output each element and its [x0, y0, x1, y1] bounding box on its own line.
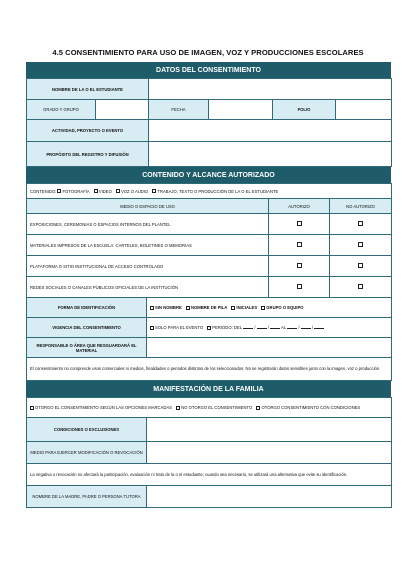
content-option-work[interactable]: TRABAJO, TEXTO O PRODUCCIÓN DE LA O EL ESTUDIANTE	[152, 189, 278, 194]
grade-group-label: GRADO Y GRUPO	[27, 100, 96, 120]
identification-label: FORMA DE IDENTIFICACIÓN	[27, 298, 147, 318]
checkbox-icon[interactable]	[150, 326, 154, 330]
not-authorize-checkbox-icon[interactable]	[358, 263, 363, 268]
id-option-no-name[interactable]: SIN NOMBRE	[150, 305, 182, 310]
guardian-name-field[interactable]	[147, 486, 392, 508]
checkbox-icon[interactable]	[231, 306, 235, 310]
media-item: MATERIALES IMPRESOS DE LA ESCUELA: CARTELES, BOLETINES O MEMORIAS	[27, 235, 269, 256]
col-authorized-header: AUTORIZO	[269, 199, 330, 214]
revocation-note: La negativa o revocación no afectará la participación, evaluación ni trato de la o el estudiante; cuando sea necesario, se utilizará una alternativa que evite su identificación.	[27, 464, 392, 486]
conditions-label: CONDICIONES O EXCLUSIONES	[27, 418, 147, 442]
authorize-checkbox-icon[interactable]	[297, 221, 302, 226]
student-name-field[interactable]	[149, 79, 392, 100]
identification-options	[147, 298, 392, 318]
family-options	[27, 398, 392, 418]
section-header-content-scope: CONTENIDO Y ALCANCE AUTORIZADO	[26, 167, 391, 183]
checkbox-icon[interactable]	[57, 189, 61, 193]
consent-form	[26, 62, 391, 508]
custodian-field[interactable]	[147, 338, 392, 358]
checkbox-icon[interactable]	[94, 189, 98, 193]
not-authorize-checkbox-icon[interactable]	[358, 284, 363, 289]
checkbox-icon[interactable]	[152, 189, 156, 193]
content-scope-table	[26, 183, 392, 381]
purpose-label: PROPÓSITO DEL REGISTRO Y DIFUSIÓN	[27, 142, 149, 167]
not-authorize-checkbox-icon[interactable]	[358, 221, 363, 226]
date-field[interactable]	[209, 100, 273, 120]
content-option-photo[interactable]: FOTOGRAFÍA	[57, 189, 89, 194]
period-to-month-field[interactable]	[301, 326, 311, 329]
purpose-field[interactable]	[149, 142, 392, 167]
family-statement-table	[26, 397, 392, 508]
col-not-authorized-header: NO AUTORIZO	[330, 199, 392, 214]
section-header-consent-data: DATOS DEL CONSENTIMIENTO	[26, 62, 391, 78]
consent-data-table	[26, 78, 392, 167]
authorize-checkbox-icon[interactable]	[297, 242, 302, 247]
grade-group-field[interactable]	[96, 100, 149, 120]
not-authorize-checkbox-icon[interactable]	[358, 242, 363, 247]
folio-label: FOLIO	[273, 100, 336, 120]
family-option-grant[interactable]: OTORGO EL CONSENTIMIENTO SEGÚN LAS OPCIONES MARCADAS	[30, 405, 172, 410]
period-from-month-field[interactable]	[257, 326, 267, 329]
id-option-first-name[interactable]: NOMBRE DE PILA	[186, 305, 227, 310]
id-option-group[interactable]: GRUPO O EQUIPO	[261, 305, 303, 310]
content-option-audio[interactable]: VOZ O AUDIO	[116, 189, 148, 194]
checkbox-icon[interactable]	[186, 306, 190, 310]
authorize-checkbox-icon[interactable]	[297, 284, 302, 289]
content-row	[27, 184, 392, 199]
scope-note: El consentimiento no comprende usos comerciales ni medios, finalidades o periodos distintos de los seleccionados. No se registrarán datos sensibles junto con la imagen, voz o producción.	[27, 358, 392, 381]
checkbox-icon[interactable]	[30, 406, 34, 410]
validity-option-event[interactable]: SOLO PARA EL EVENTO	[150, 325, 203, 330]
authorize-checkbox-icon[interactable]	[297, 263, 302, 268]
family-option-conditional[interactable]: OTORGO CONSENTIMIENTO CON CONDICIONES	[256, 405, 360, 410]
period-to-day-field[interactable]	[287, 326, 297, 329]
checkbox-icon[interactable]	[256, 406, 260, 410]
student-name-label: NOMBRE DE LA O EL ESTUDIANTE	[27, 79, 149, 100]
content-label: CONTENIDO:	[30, 188, 57, 194]
checkbox-icon[interactable]	[261, 306, 265, 310]
activity-label: ACTIVIDAD, PROYECTO O EVENTO	[27, 120, 149, 142]
page-title: 4.5 CONSENTIMIENTO PARA USO DE IMAGEN, VOZ Y PRODUCCIONES ESCOLARES	[52, 48, 364, 57]
id-option-initials[interactable]: INICIALES	[231, 305, 257, 310]
section-header-family-statement: MANIFESTACIÓN DE LA FAMILIA	[26, 381, 391, 397]
content-option-video[interactable]: VIDEO	[94, 189, 112, 194]
guardian-name-label: NOMBRE DE LA MADRE, PADRE O PERSONA TUTORA	[27, 486, 147, 508]
period-from-year-field[interactable]	[270, 326, 280, 329]
validity-option-period[interactable]: PERIODO: DEL / / AL / /	[207, 325, 324, 330]
validity-label: VIGENCIA DEL CONSENTIMIENTO	[27, 318, 147, 338]
revocation-field[interactable]	[147, 442, 392, 464]
period-to-year-field[interactable]	[314, 326, 324, 329]
media-item: EXPOSICIONES, CEREMONIAS O ESPACIOS INTERNOS DEL PLANTEL	[27, 214, 269, 235]
custodian-label: RESPONSABLE O ÁREA QUE RESGUARDARÁ EL MATERIAL	[27, 338, 147, 358]
activity-field[interactable]	[149, 120, 392, 142]
checkbox-icon[interactable]	[176, 406, 180, 410]
folio-field[interactable]	[336, 100, 392, 120]
checkbox-icon[interactable]	[116, 189, 120, 193]
col-medium-header: MEDIO O ESPACIO DE USO	[27, 199, 269, 214]
family-option-deny[interactable]: NO OTORGO EL CONSENTIMIENTO	[176, 405, 252, 410]
checkbox-icon[interactable]	[150, 306, 154, 310]
date-label: FECHA	[149, 100, 209, 120]
media-item: REDES SOCIALES O CANALES PÚBLICOS OFICIALES DE LA INSTITUCIÓN	[27, 277, 269, 298]
revocation-label: MEDIO PARA EJERCER MODIFICACIÓN O REVOCACIÓN	[27, 442, 147, 464]
period-from-day-field[interactable]	[243, 326, 253, 329]
media-item: PLATAFORMA O SITIO INSTITUCIONAL DE ACCESO CONTROLADO	[27, 256, 269, 277]
checkbox-icon[interactable]	[207, 326, 211, 330]
conditions-field[interactable]	[147, 418, 392, 442]
validity-options	[147, 318, 392, 338]
